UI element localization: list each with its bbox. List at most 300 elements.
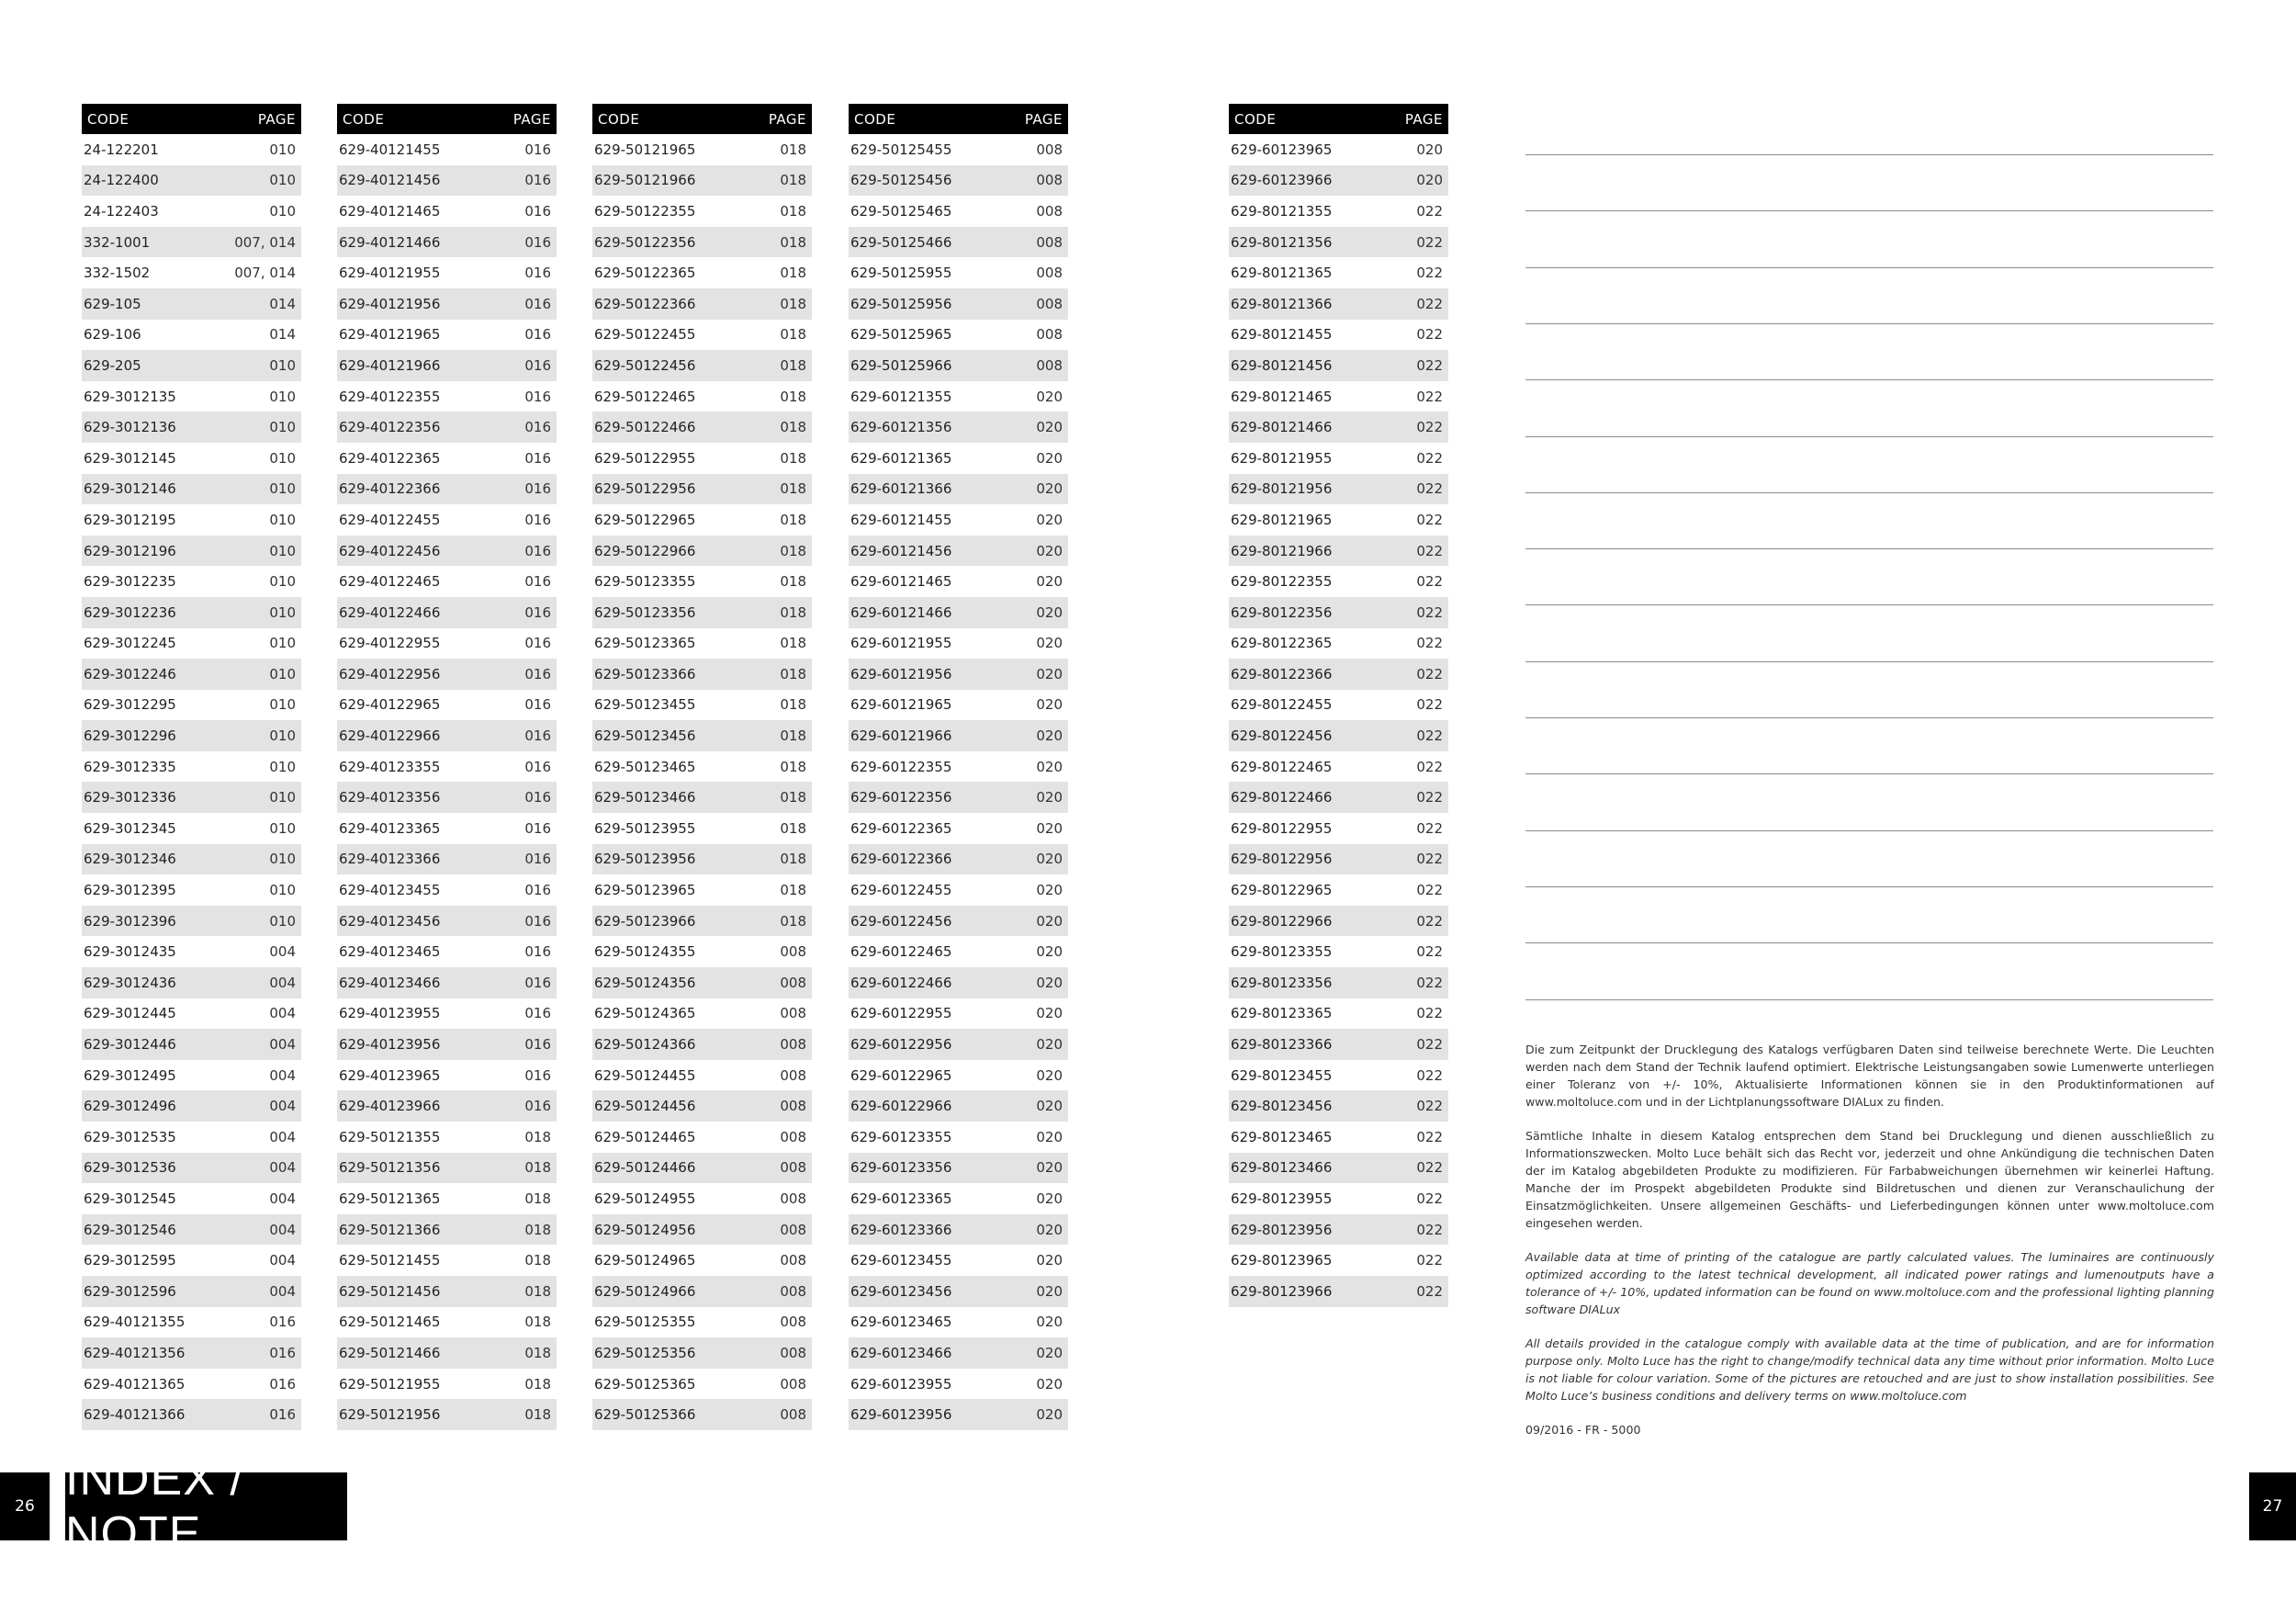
index-row — [337, 936, 557, 967]
product-code: 629-40122365 — [339, 449, 441, 467]
page-ref: 020 — [1036, 758, 1063, 775]
page-ref: 004 — [269, 1221, 296, 1238]
note-line — [1525, 267, 2213, 268]
index-row — [337, 196, 557, 227]
index-row — [82, 196, 301, 227]
product-code: 629-40121965 — [339, 326, 441, 344]
index-row — [82, 320, 301, 351]
page-ref: 022 — [1416, 326, 1443, 344]
page-ref: 016 — [524, 573, 551, 591]
header-page: PAGE — [768, 110, 806, 128]
page-ref: 008 — [780, 1406, 806, 1424]
index-row — [82, 504, 301, 536]
index-row — [592, 1153, 812, 1184]
page-ref: 020 — [1416, 172, 1443, 189]
page-ref: 022 — [1416, 1252, 1443, 1269]
product-code: 629-40122366 — [339, 480, 441, 498]
page-ref: 020 — [1036, 573, 1063, 591]
page-ref: 008 — [780, 1159, 806, 1177]
page-ref: 016 — [524, 696, 551, 714]
index-row — [592, 1060, 812, 1091]
page-ref: 020 — [1036, 542, 1063, 559]
page-ref: 018 — [780, 696, 806, 714]
page-ref: 016 — [524, 511, 551, 528]
product-code: 24-122400 — [84, 172, 159, 189]
page-ref: 016 — [524, 912, 551, 930]
index-row — [849, 1153, 1068, 1184]
product-code: 629-80121466 — [1231, 419, 1333, 436]
product-code: 629-50124366 — [594, 1036, 696, 1054]
index-row — [82, 257, 301, 288]
product-code: 629-40122966 — [339, 727, 441, 745]
index-row — [82, 720, 301, 751]
page-ref: 020 — [1036, 449, 1063, 467]
index-row — [337, 628, 557, 660]
product-code: 629-3012436 — [84, 974, 176, 991]
page-ref: 022 — [1416, 388, 1443, 405]
index-row — [1229, 906, 1448, 937]
index-row — [849, 1060, 1068, 1091]
page-ref: 022 — [1416, 758, 1443, 775]
index-row — [592, 967, 812, 998]
product-code: 629-40121956 — [339, 295, 441, 312]
product-code: 629-60122466 — [850, 974, 952, 991]
note-line — [1525, 886, 2213, 887]
page-ref: 018 — [780, 851, 806, 868]
index-row — [337, 443, 557, 474]
page-ref: 018 — [524, 1221, 551, 1238]
index-row — [849, 1337, 1068, 1369]
page-ref: 022 — [1416, 635, 1443, 652]
product-code: 629-60123355 — [850, 1128, 952, 1145]
index-row — [82, 1337, 301, 1369]
index-row — [592, 690, 812, 721]
index-row — [849, 1276, 1068, 1307]
product-code: 629-105 — [84, 295, 141, 312]
product-code: 629-3012346 — [84, 851, 176, 868]
product-code: 629-50121355 — [339, 1128, 441, 1145]
header-code: CODE — [343, 110, 385, 128]
index-row — [337, 1245, 557, 1276]
print-reference: 09/2016 - FR - 5000 — [1525, 1423, 1641, 1437]
product-code: 629-80121956 — [1231, 480, 1333, 498]
index-row — [592, 536, 812, 567]
page-ref: 020 — [1036, 851, 1063, 868]
index-row — [82, 844, 301, 875]
product-code: 629-50123356 — [594, 603, 696, 621]
product-code: 629-50124356 — [594, 974, 696, 991]
product-code: 629-80122455 — [1231, 696, 1333, 714]
page-ref: 008 — [1036, 326, 1063, 344]
page-ref: 020 — [1036, 696, 1063, 714]
page-ref: 018 — [780, 326, 806, 344]
product-code: 629-60122366 — [850, 851, 952, 868]
product-code: 629-60121965 — [850, 696, 952, 714]
product-code: 629-40123965 — [339, 1066, 441, 1084]
index-row — [592, 474, 812, 505]
product-code: 629-50122956 — [594, 480, 696, 498]
product-code: 629-3012495 — [84, 1066, 176, 1084]
page-ref: 008 — [780, 1252, 806, 1269]
index-row — [337, 504, 557, 536]
page-ref: 016 — [524, 943, 551, 961]
page-ref: 020 — [1036, 1221, 1063, 1238]
page-ref: 018 — [780, 449, 806, 467]
product-code: 629-40123956 — [339, 1036, 441, 1054]
page-ref: 022 — [1416, 1036, 1443, 1054]
index-row — [592, 1399, 812, 1430]
index-row — [592, 504, 812, 536]
page-ref: 014 — [269, 326, 296, 344]
index-row — [337, 1214, 557, 1246]
index-row — [337, 320, 557, 351]
page-ref: 008 — [780, 1128, 806, 1145]
product-code: 629-80121356 — [1231, 233, 1333, 251]
product-code: 629-3012196 — [84, 542, 176, 559]
index-row — [592, 844, 812, 875]
column-header — [82, 104, 301, 134]
product-code: 629-80122355 — [1231, 573, 1333, 591]
product-code: 629-80123965 — [1231, 1252, 1333, 1269]
product-code: 629-50125965 — [850, 326, 952, 344]
page-ref: 020 — [1036, 419, 1063, 436]
product-code: 629-50124455 — [594, 1066, 696, 1084]
note-line — [1525, 323, 2213, 324]
product-code: 629-60123465 — [850, 1314, 952, 1331]
page-ref: 018 — [780, 265, 806, 282]
page-ref: 022 — [1416, 511, 1443, 528]
product-code: 629-3012245 — [84, 635, 176, 652]
product-code: 629-50121356 — [339, 1159, 441, 1177]
product-code: 629-50123366 — [594, 665, 696, 682]
index-row — [1229, 257, 1448, 288]
product-code: 629-3012145 — [84, 449, 176, 467]
product-code: 629-60123455 — [850, 1252, 952, 1269]
page-ref: 008 — [780, 1005, 806, 1022]
product-code: 629-40121366 — [84, 1406, 186, 1424]
product-code: 629-50125356 — [594, 1344, 696, 1361]
page-ref: 018 — [524, 1159, 551, 1177]
index-row — [849, 844, 1068, 875]
page-ref: 022 — [1416, 912, 1443, 930]
index-row — [337, 874, 557, 906]
product-code: 629-50125455 — [850, 141, 952, 158]
product-code: 629-40121365 — [84, 1375, 186, 1393]
page-ref: 020 — [1036, 1098, 1063, 1115]
index-rows — [337, 134, 557, 1430]
page-ref: 004 — [269, 1282, 296, 1300]
index-row — [849, 134, 1068, 165]
product-code: 629-80122956 — [1231, 851, 1333, 868]
header-page: PAGE — [257, 110, 296, 128]
page-number-left: 26 — [0, 1472, 50, 1540]
index-row — [337, 1183, 557, 1214]
index-row — [1229, 350, 1448, 381]
index-row — [592, 288, 812, 320]
index-row — [82, 566, 301, 597]
product-code: 629-60123955 — [850, 1375, 952, 1393]
page-ref: 022 — [1416, 1098, 1443, 1115]
page-ref: 022 — [1416, 1190, 1443, 1207]
product-code: 629-60123365 — [850, 1190, 952, 1207]
index-row — [1229, 227, 1448, 258]
index-row — [1229, 1276, 1448, 1307]
index-row — [82, 998, 301, 1030]
page-ref: 022 — [1416, 1005, 1443, 1022]
product-code: 629-80121965 — [1231, 511, 1333, 528]
product-code: 629-3012396 — [84, 912, 176, 930]
page-ref: 018 — [780, 603, 806, 621]
page-ref: 022 — [1416, 603, 1443, 621]
column-header — [849, 104, 1068, 134]
index-row — [1229, 1029, 1448, 1060]
page-ref: 010 — [269, 912, 296, 930]
index-row — [337, 381, 557, 412]
index-row — [337, 134, 557, 165]
page-ref: 020 — [1036, 1375, 1063, 1393]
index-row — [849, 659, 1068, 690]
page-ref: 016 — [524, 419, 551, 436]
page-ref: 016 — [524, 758, 551, 775]
page-ref: 020 — [1036, 1005, 1063, 1022]
page-ref: 022 — [1416, 1159, 1443, 1177]
index-row — [849, 320, 1068, 351]
product-code: 629-3012446 — [84, 1036, 176, 1054]
page-ref: 007, 014 — [234, 265, 296, 282]
page-ref: 010 — [269, 635, 296, 652]
index-row — [849, 412, 1068, 443]
page-ref: 016 — [524, 449, 551, 467]
product-code: 629-80121465 — [1231, 388, 1333, 405]
page-ref: 010 — [269, 882, 296, 899]
product-code: 629-80123956 — [1231, 1221, 1333, 1238]
index-row — [592, 566, 812, 597]
page-ref: 016 — [269, 1375, 296, 1393]
product-code: 629-50123966 — [594, 912, 696, 930]
product-code: 629-40121455 — [339, 141, 441, 158]
index-row — [337, 751, 557, 783]
product-code: 629-3012536 — [84, 1159, 176, 1177]
product-code: 629-50122966 — [594, 542, 696, 559]
product-code: 629-60123965 — [1231, 141, 1333, 158]
index-row — [1229, 1060, 1448, 1091]
index-row — [849, 1122, 1068, 1153]
product-code: 629-50123355 — [594, 573, 696, 591]
page-ref: 010 — [269, 758, 296, 775]
page-ref: 020 — [1036, 480, 1063, 498]
page-ref: 008 — [1036, 202, 1063, 220]
product-code: 629-60121956 — [850, 665, 952, 682]
index-row — [337, 474, 557, 505]
page-ref: 008 — [1036, 295, 1063, 312]
index-row — [82, 350, 301, 381]
page-ref: 016 — [269, 1406, 296, 1424]
index-row — [82, 1029, 301, 1060]
page-ref: 008 — [780, 1036, 806, 1054]
index-row — [849, 813, 1068, 844]
index-rows — [592, 134, 812, 1430]
page-ref: 020 — [1036, 727, 1063, 745]
page-ref: 022 — [1416, 356, 1443, 374]
page-ref: 004 — [269, 1098, 296, 1115]
index-row — [337, 257, 557, 288]
product-code: 629-50121965 — [594, 141, 696, 158]
index-row — [82, 659, 301, 690]
product-code: 629-50125366 — [594, 1406, 696, 1424]
product-code: 629-40121966 — [339, 356, 441, 374]
index-row — [1229, 1245, 1448, 1276]
product-code: 629-50124466 — [594, 1159, 696, 1177]
index-row — [849, 1369, 1068, 1400]
index-row — [1229, 165, 1448, 197]
product-code: 629-80121456 — [1231, 356, 1333, 374]
page-ref: 008 — [780, 1282, 806, 1300]
index-row — [849, 1029, 1068, 1060]
index-row — [337, 165, 557, 197]
product-code: 629-50125465 — [850, 202, 952, 220]
page-ref: 016 — [524, 727, 551, 745]
page-number-right: 27 — [2249, 1472, 2296, 1540]
index-row — [337, 998, 557, 1030]
index-row — [82, 1122, 301, 1153]
page-ref: 010 — [269, 573, 296, 591]
page-ref: 022 — [1416, 419, 1443, 436]
index-row — [337, 566, 557, 597]
note-line — [1525, 773, 2213, 774]
page-ref: 016 — [524, 326, 551, 344]
index-row — [82, 1214, 301, 1246]
page-ref: 022 — [1416, 480, 1443, 498]
page-ref: 016 — [524, 233, 551, 251]
index-row — [82, 536, 301, 567]
product-code: 629-80123466 — [1231, 1159, 1333, 1177]
product-code: 629-60122456 — [850, 912, 952, 930]
index-row — [849, 257, 1068, 288]
product-code: 629-50125355 — [594, 1314, 696, 1331]
page-ref: 016 — [524, 665, 551, 682]
product-code: 629-80121955 — [1231, 449, 1333, 467]
index-row — [592, 1245, 812, 1276]
product-code: 629-3012395 — [84, 882, 176, 899]
index-row — [1229, 782, 1448, 813]
index-row — [849, 906, 1068, 937]
product-code: 629-60121356 — [850, 419, 952, 436]
index-row — [1229, 720, 1448, 751]
page-ref: 020 — [1036, 1252, 1063, 1269]
header-code: CODE — [87, 110, 129, 128]
page-ref: 010 — [269, 202, 296, 220]
index-row — [82, 906, 301, 937]
column-header — [337, 104, 557, 134]
product-code: 629-50125955 — [850, 265, 952, 282]
index-row — [592, 874, 812, 906]
product-code: 629-50122365 — [594, 265, 696, 282]
product-code: 629-3012435 — [84, 943, 176, 961]
index-row — [82, 1369, 301, 1400]
index-row — [82, 782, 301, 813]
page-ref: 022 — [1416, 1221, 1443, 1238]
page-ref: 018 — [524, 1190, 551, 1207]
product-code: 629-40122465 — [339, 573, 441, 591]
product-code: 629-3012335 — [84, 758, 176, 775]
product-code: 629-40121355 — [84, 1314, 186, 1331]
product-code: 629-60121365 — [850, 449, 952, 467]
note-line — [1525, 548, 2213, 549]
index-row — [592, 412, 812, 443]
product-code: 629-50123965 — [594, 882, 696, 899]
page-ref: 008 — [1036, 356, 1063, 374]
index-row — [1229, 320, 1448, 351]
index-column-2 — [337, 104, 557, 1430]
page-ref: 016 — [524, 356, 551, 374]
product-code: 629-50124956 — [594, 1221, 696, 1238]
page-ref: 022 — [1416, 974, 1443, 991]
product-code: 629-50121465 — [339, 1314, 441, 1331]
page-ref: 008 — [1036, 172, 1063, 189]
index-row — [82, 288, 301, 320]
product-code: 629-60122465 — [850, 943, 952, 961]
product-code: 629-3012496 — [84, 1098, 176, 1115]
index-row — [592, 350, 812, 381]
page-ref: 016 — [524, 1098, 551, 1115]
index-row — [1229, 536, 1448, 567]
index-row — [592, 1214, 812, 1246]
index-rows — [849, 134, 1068, 1430]
index-row — [1229, 998, 1448, 1030]
legal-paragraph-de-1: Die zum Zeitpunkt der Drucklegung des Katalogs verfügbaren Daten sind teilweise berechnete Werte. Die Leuchten werden nach dem Stand der Technik laufend optimiert. Elektrische Leistungsangaben sowie Lumenwerte unterliegen einer Toleranz von +/- 10%, Aktualisierte Informationen können sie in den Produktinformationen auf www.moltoluce.com und in der Lichtplanungssoftware DIALux zu finden. — [1525, 1043, 2214, 1109]
header-code: CODE — [1234, 110, 1277, 128]
page-ref: 020 — [1036, 1190, 1063, 1207]
product-code: 629-50121455 — [339, 1252, 441, 1269]
page-ref: 018 — [780, 727, 806, 745]
index-row — [1229, 1214, 1448, 1246]
product-code: 629-60122455 — [850, 882, 952, 899]
page-ref: 010 — [269, 819, 296, 837]
page-ref: 008 — [780, 974, 806, 991]
page-ref: 022 — [1416, 1128, 1443, 1145]
product-code: 629-40122455 — [339, 511, 441, 528]
page-ref: 020 — [1036, 1066, 1063, 1084]
product-code: 629-80121966 — [1231, 542, 1333, 559]
product-code: 629-50123955 — [594, 819, 696, 837]
index-row — [849, 874, 1068, 906]
legal-paragraph-en-2: All details provided in the catalogue comply with available data at the time of publication, and are for information purpose only. Molto Luce has the right to change/modify technical data any time without prior information. Molto Luce is not liable for colour variation. Some of the pictures are retouched and are just to show installation possibilities. See Molto Luce’s business conditions and delivery terms on www.moltoluce.com — [1525, 1336, 2214, 1403]
page-ref: 020 — [1036, 1344, 1063, 1361]
page-ref: 020 — [1036, 665, 1063, 682]
product-code: 629-50122955 — [594, 449, 696, 467]
product-code: 629-3012246 — [84, 665, 176, 682]
product-code: 629-50122465 — [594, 388, 696, 405]
product-code: 629-40123955 — [339, 1005, 441, 1022]
index-row — [337, 720, 557, 751]
column-header — [1229, 104, 1448, 134]
product-code: 629-80122366 — [1231, 665, 1333, 682]
page-ref: 016 — [524, 851, 551, 868]
index-row — [592, 381, 812, 412]
index-row — [1229, 751, 1448, 783]
index-row — [849, 1399, 1068, 1430]
index-row — [592, 134, 812, 165]
index-row — [82, 1060, 301, 1091]
note-line — [1525, 717, 2213, 718]
product-code: 629-40121466 — [339, 233, 441, 251]
product-code: 629-40123355 — [339, 758, 441, 775]
product-code: 629-80123455 — [1231, 1066, 1333, 1084]
product-code: 629-40121356 — [84, 1344, 186, 1361]
product-code: 629-50123956 — [594, 851, 696, 868]
index-rows — [82, 134, 301, 1430]
product-code: 629-40123966 — [339, 1098, 441, 1115]
